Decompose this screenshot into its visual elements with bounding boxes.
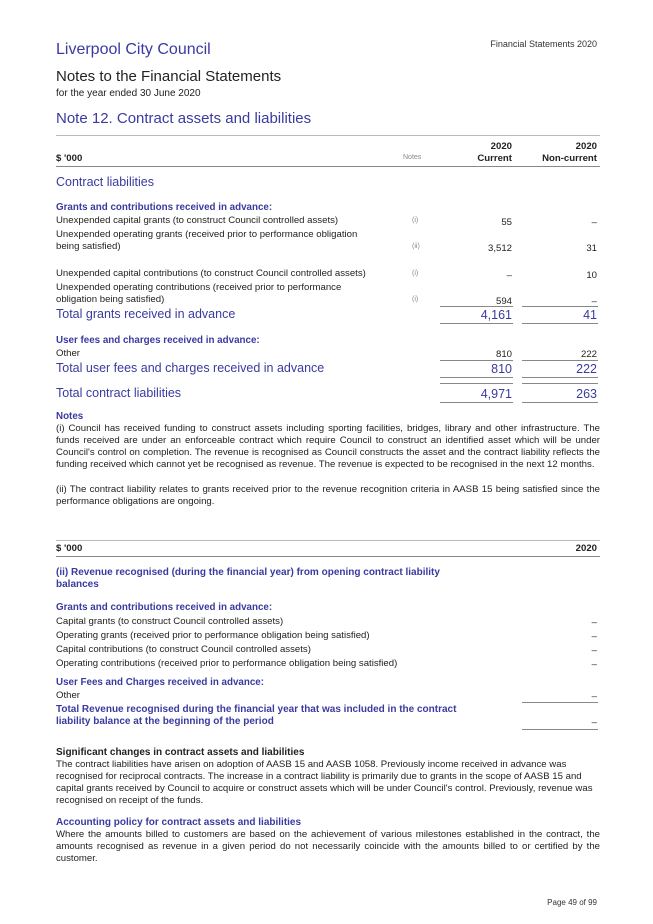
total-contract-noncurrent: 263 (576, 387, 597, 401)
table-row-label: Unexpended operating contributions (received prior to performance (56, 282, 342, 293)
total-rule (522, 383, 598, 384)
divider (56, 135, 600, 136)
total-rule (440, 323, 513, 324)
notes-column-header: Notes (403, 154, 422, 161)
year-label: 2020 (575, 543, 597, 554)
row-note-ref: (i) (412, 296, 419, 303)
table-row-label: Unexpended capital contributions (to construct Council controlled assets) (56, 268, 366, 279)
row-noncurrent: 10 (586, 270, 597, 281)
total-grants-noncurrent: 41 (583, 308, 597, 322)
row-current: 3,512 (487, 243, 512, 254)
row-note-ref: (i) (412, 270, 419, 277)
row-current: 810 (495, 349, 512, 360)
subtotal-rule (440, 306, 513, 307)
table2-title: balances (56, 579, 99, 590)
fees-heading: User fees and charges received in advance: (56, 335, 260, 346)
table-row-label: Unexpended operating grants (received prior to performance obligation (56, 229, 358, 240)
col1-year: 2020 (490, 141, 512, 152)
total-grants-label: Total grants received in advance (56, 307, 236, 321)
total-fees-noncurrent: 222 (576, 362, 597, 376)
divider (56, 166, 600, 167)
row-current: 594 (495, 296, 512, 307)
grants-heading: Grants and contributions received in advance: (56, 602, 273, 613)
period-label: for the year ended 30 June 2020 (56, 88, 201, 99)
subtotal-rule (440, 360, 513, 361)
table2-title: (ii) Revenue recognised (during the financial year) from opening contract liability (56, 567, 440, 578)
row-value: – (591, 617, 597, 628)
page-number: Page 49 of 99 (547, 898, 597, 907)
unit-label: $ '000 (56, 153, 83, 164)
significant-body: The contract liabilities have arisen on adoption of AASB 15 and AASB 1058. Previously income received in advance was recognised for reciprocal contracts. The increase in a contract liability is primarily due to grants in the scope of AASB 15 and capital grants received by Council to acquire or construct assets which will be under Council's control. Previously, revenue was recognised on receipt of the funds. (56, 759, 593, 806)
table-row-label: Other (56, 690, 80, 701)
total-fees-current: 810 (491, 362, 512, 376)
note-i-text: (i) Council has received funding to construct assets including sporting facilities, bridges, library and other infrastructure. The funds received are under an enforceable contract which require Council to construct an identified asset which will be under Council's control on completion. The revenue is recognised as Council constructs the asset and the contract liability reflects the funding received which cannot yet be recognised as revenue. The revenue is expected to be recognised in the next 12 months. (56, 423, 600, 470)
table-row-label: obligation being satisfied) (56, 294, 165, 305)
table-row-label: Operating contributions (received prior to performance obligation being satisfied) (56, 658, 398, 669)
row-note-ref: (i) (412, 217, 419, 224)
total-rule (522, 323, 598, 324)
table2-total-value: – (591, 717, 597, 728)
row-noncurrent: – (591, 217, 597, 228)
table-row-label: Operating grants (received prior to performance obligation being satisfied) (56, 630, 370, 641)
page-title: Notes to the Financial Statements (56, 68, 282, 85)
divider (56, 540, 600, 541)
notes-heading: Notes (56, 411, 84, 422)
table2-total-label: Total Revenue recognised during the financial year that was included in the contract (56, 704, 457, 715)
divider (56, 556, 600, 557)
document-label: Financial Statements 2020 (490, 39, 597, 49)
total-rule (440, 383, 513, 384)
row-noncurrent: 222 (580, 349, 597, 360)
row-noncurrent: – (591, 296, 597, 307)
subtotal-rule (522, 360, 598, 361)
row-noncurrent: 31 (586, 243, 597, 254)
significant-heading: Significant changes in contract assets and liabilities (56, 747, 305, 758)
row-value: – (591, 659, 597, 670)
total-rule (440, 377, 513, 378)
total-rule (522, 402, 598, 403)
col1-label: Current (477, 153, 512, 164)
total-rule (522, 377, 598, 378)
table-row-label: being satisfied) (56, 241, 121, 252)
council-name: Liverpool City Council (56, 41, 211, 58)
subtotal-rule (522, 702, 598, 703)
policy-heading: Accounting policy for contract assets and liabilities (56, 817, 302, 828)
table-row-label: Unexpended capital grants (to construct Council controlled assets) (56, 215, 339, 226)
total-rule (440, 402, 513, 403)
table2-total-label: liability balance at the beginning of the period (56, 716, 274, 727)
policy-body: Where the amounts billed to customers are based on the achievement of various milestones established in the contract, the amounts recognised as revenue in a given period do not necessarily coincide with the amounts billed to or certified by the customer. (56, 829, 600, 864)
row-value: – (591, 631, 597, 642)
note-heading: Note 12. Contract assets and liabilities (56, 110, 312, 127)
row-note-ref: (ii) (412, 243, 420, 250)
subtotal-rule (522, 306, 598, 307)
fees-heading: User Fees and Charges received in advance: (56, 677, 265, 688)
table-row-label: Capital contributions (to construct Council controlled assets) (56, 644, 311, 655)
total-contract-label: Total contract liabilities (56, 386, 182, 400)
total-rule (522, 729, 598, 730)
col2-year: 2020 (575, 141, 597, 152)
total-grants-current: 4,161 (480, 308, 512, 322)
col2-label: Non-current (542, 153, 597, 164)
row-value: – (591, 691, 597, 702)
table-row-label: Other (56, 348, 80, 359)
row-value: – (591, 645, 597, 656)
total-contract-current: 4,971 (480, 387, 512, 401)
total-fees-label: Total user fees and charges received in advance (56, 361, 325, 375)
row-current: 55 (501, 217, 512, 228)
table-row-label: Capital grants (to construct Council controlled assets) (56, 616, 284, 627)
unit-label: $ '000 (56, 543, 83, 554)
note-ii-text: (ii) The contract liability relates to grants received prior to the revenue recognition criteria in AASB 15 being satisfied since the performance obligations are ongoing. (56, 484, 600, 507)
grants-heading: Grants and contributions received in advance: (56, 202, 273, 213)
section-title: Contract liabilities (56, 175, 154, 189)
row-current: – (506, 270, 512, 281)
